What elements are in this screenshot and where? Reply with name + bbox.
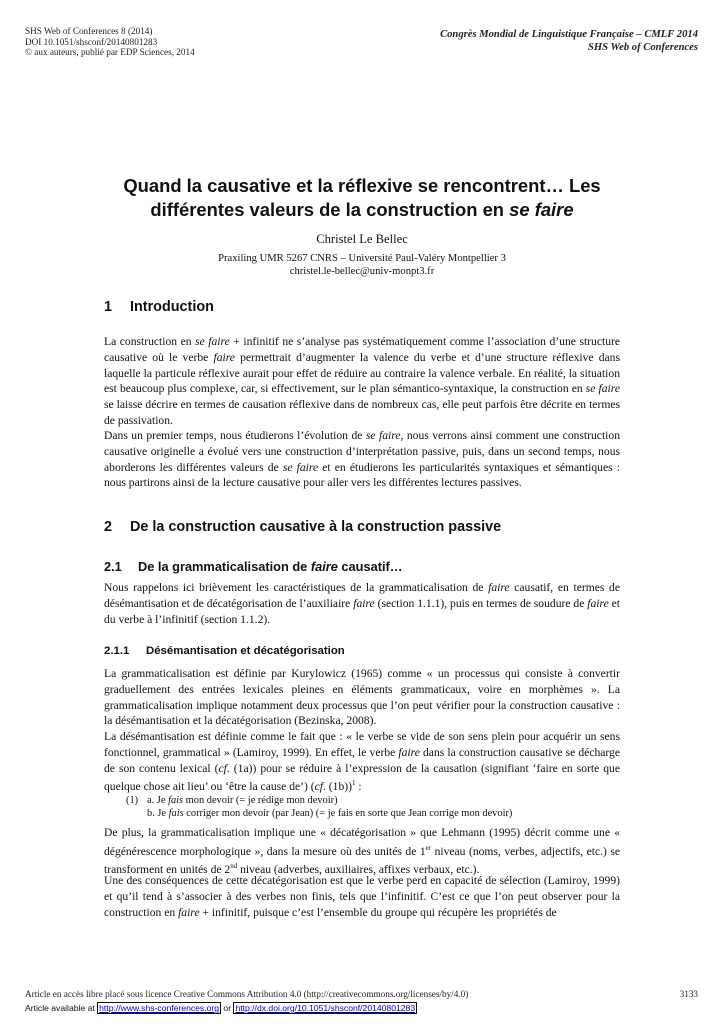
subsection-title-end: causatif… (337, 559, 403, 574)
paragraph-intro-2: Dans un premier temps, nous étudierons l’évolution de se faire, nous verrons ainsi comment une construction causative originelle a évolué vers une construction d’interprétation passive, puis, dans un second temps, nous aborderons les différentes valeurs de se faire et en étudierons les particularités syntaxiques et sémantiques : nous partirons ainsi de la lecture causative pour aller vers les différentes lectures passives. (104, 429, 620, 490)
subsection-title: De la grammaticalisation de (138, 559, 311, 574)
header-copyright: © aux auteurs, publié par EDP Sciences, 2014 (25, 47, 195, 58)
paper-title (90, 174, 634, 221)
section-title: De la construction causative à la construction passive (130, 519, 502, 535)
page-number: 3133 (679, 989, 698, 999)
paper-title-line2-text: différentes valeurs de la construction en (150, 198, 510, 220)
example-1 (126, 795, 512, 821)
author-email: christel.le-bellec@univ-monpt3.fr (289, 265, 435, 277)
paragraph-intro-1: La construction en se faire + infinitif ne s’analyse pas systématiquement comme l’association d’une structure causative où le verbe faire permettrait d’augmenter la valence du verbe et d’une structure réflexive dans laquelle la particule réflexive aurait pour effet de réduire au contraire la valence verbale. En réalité, la situation est beaucoup plus complexe, car, si effectivement, sur le plan sémantico-syntaxique, la construction en se faire se laisse décrire en termes de causation réflexive dans de nombreux cas, elle peut parfois être décrite en termes de passivation. (104, 335, 621, 427)
paper-title-line2 (90, 198, 634, 222)
link-shs-conferences[interactable]: http://www.shs-conferences.org (99, 1003, 220, 1013)
footer-available-label: Article available at (25, 1003, 98, 1013)
subsubsection-heading-desemantisation (104, 645, 345, 657)
link-doi[interactable]: http://dx.doi.org/10.1051/shsconf/20140801283 (235, 1003, 416, 1013)
footer-availability (25, 1003, 417, 1013)
footnote-marker: 1 (351, 779, 356, 788)
affiliation (0, 253, 724, 278)
header-series-name: SHS Web of Conferences (588, 41, 698, 53)
example-label: (1) (126, 795, 139, 806)
header-journal-info (25, 26, 195, 58)
example-1a: (1) a. Je fais mon devoir (= je rédige mon devoir) (126, 795, 338, 806)
header-journal-name: SHS Web of Conferences 8 (2014) (25, 26, 153, 36)
affiliation-institution: Praxiling UMR 5267 CNRS – Université Paul-Valéry Montpellier 3 (218, 253, 506, 264)
footer-or: or (221, 1003, 234, 1013)
footer-license: Article en accès libre placé sous licence Creative Commons Attribution 4.0 (http://creativecommons.org/licenses/by/4.0) (25, 989, 469, 999)
section-number: 1 (104, 299, 113, 315)
subsection-number: 2.1 (104, 559, 122, 574)
section-title: Introduction (130, 299, 214, 315)
example-1b: b. Je fais corriger mon devoir (par Jean) (= je fais en sorte que Jean corrige mon devoir) (147, 807, 513, 819)
section-heading-construction (104, 519, 501, 535)
header-doi: DOI 10.1051/shsconf/20140801283 (25, 36, 158, 47)
paper-title-italic: se faire (509, 198, 574, 220)
section-number: 2 (104, 519, 113, 535)
subsection-heading-grammaticalisation (104, 559, 403, 574)
paragraph-2-1: Nous rappelons ici brièvement les caractéristiques de la grammaticalisation de faire causatif, en termes de désémantisation et de décatégorisation de l’auxiliaire faire (section 1.1.1), puis en termes de soudure de faire et du verbe à l’infinitif (section 1.1.2). (104, 581, 621, 626)
paragraph-desemantisation: La désémantisation est définie comme le fait que : « le verbe se vide de son sens plein pour acquérir un sens fonctionnel, grammatical » (Lamiroy, 1999). En effet, le verbe faire dans la construction causative se décharge de son contenu lexical (cf. (1a)) pour se réduire à l’expression de la causation (signifiant ‘faire en sorte que quelque chose ait lieu’ ou ‘être la cause de’) (cf. (1b))$^1$ : (104, 730, 620, 794)
paragraph-consequences: Une des conséquences de cette décatégorisation est que le verbe perd en capacité de sélection (Lamiroy, 1999) et qu’il tend à s’associer à des verbes non finis, tels que l’infinitif. C’est ce que l’on peut observer pour la construction en faire + infinitif, puisque c’est l’ensemble du groupe qui récupère les propriétés de (104, 874, 620, 919)
subsection-title-italic: faire (310, 559, 338, 574)
subsubsection-number: 2.1.1 (104, 645, 130, 657)
header-conference-name: Congrès Mondial de Linguistique Française – CMLF 2014 (440, 29, 698, 40)
subsubsection-title: Désémantisation et décatégorisation (146, 645, 345, 657)
section-heading-introduction (104, 299, 214, 315)
paragraph-grammaticalisation-definition: La grammaticalisation est définie par Kurylowicz (1965) comme « un processus qui consiste à convertir graduellement des entrées lexicales pleines en éléments grammaticaux, voire en morphèmes ». La grammaticalisation implique notamment deux processus que l’on peut vérifier pour la construction causative : la désémantisation et la décatégorisation (Bezinska, 2008). (104, 667, 620, 728)
paragraph-decategorisation: De plus, la grammaticalisation implique une « décatégorisation » que Lehmann (1995) décrit comme une « dégénérescence morphologique », dans la mesure où des unités de 1er niveau (noms, verbes, adjectifs, etc.) se transforment en unités de 2nd niveau (adverbes, auxiliaires, affixes verbaux, etc.). (104, 826, 621, 877)
header-conference-info (440, 29, 698, 54)
paper-title-line1: Quand la causative et la réflexive se rencontrent… Les (123, 175, 601, 196)
author-name: Christel Le Bellec (316, 232, 408, 246)
